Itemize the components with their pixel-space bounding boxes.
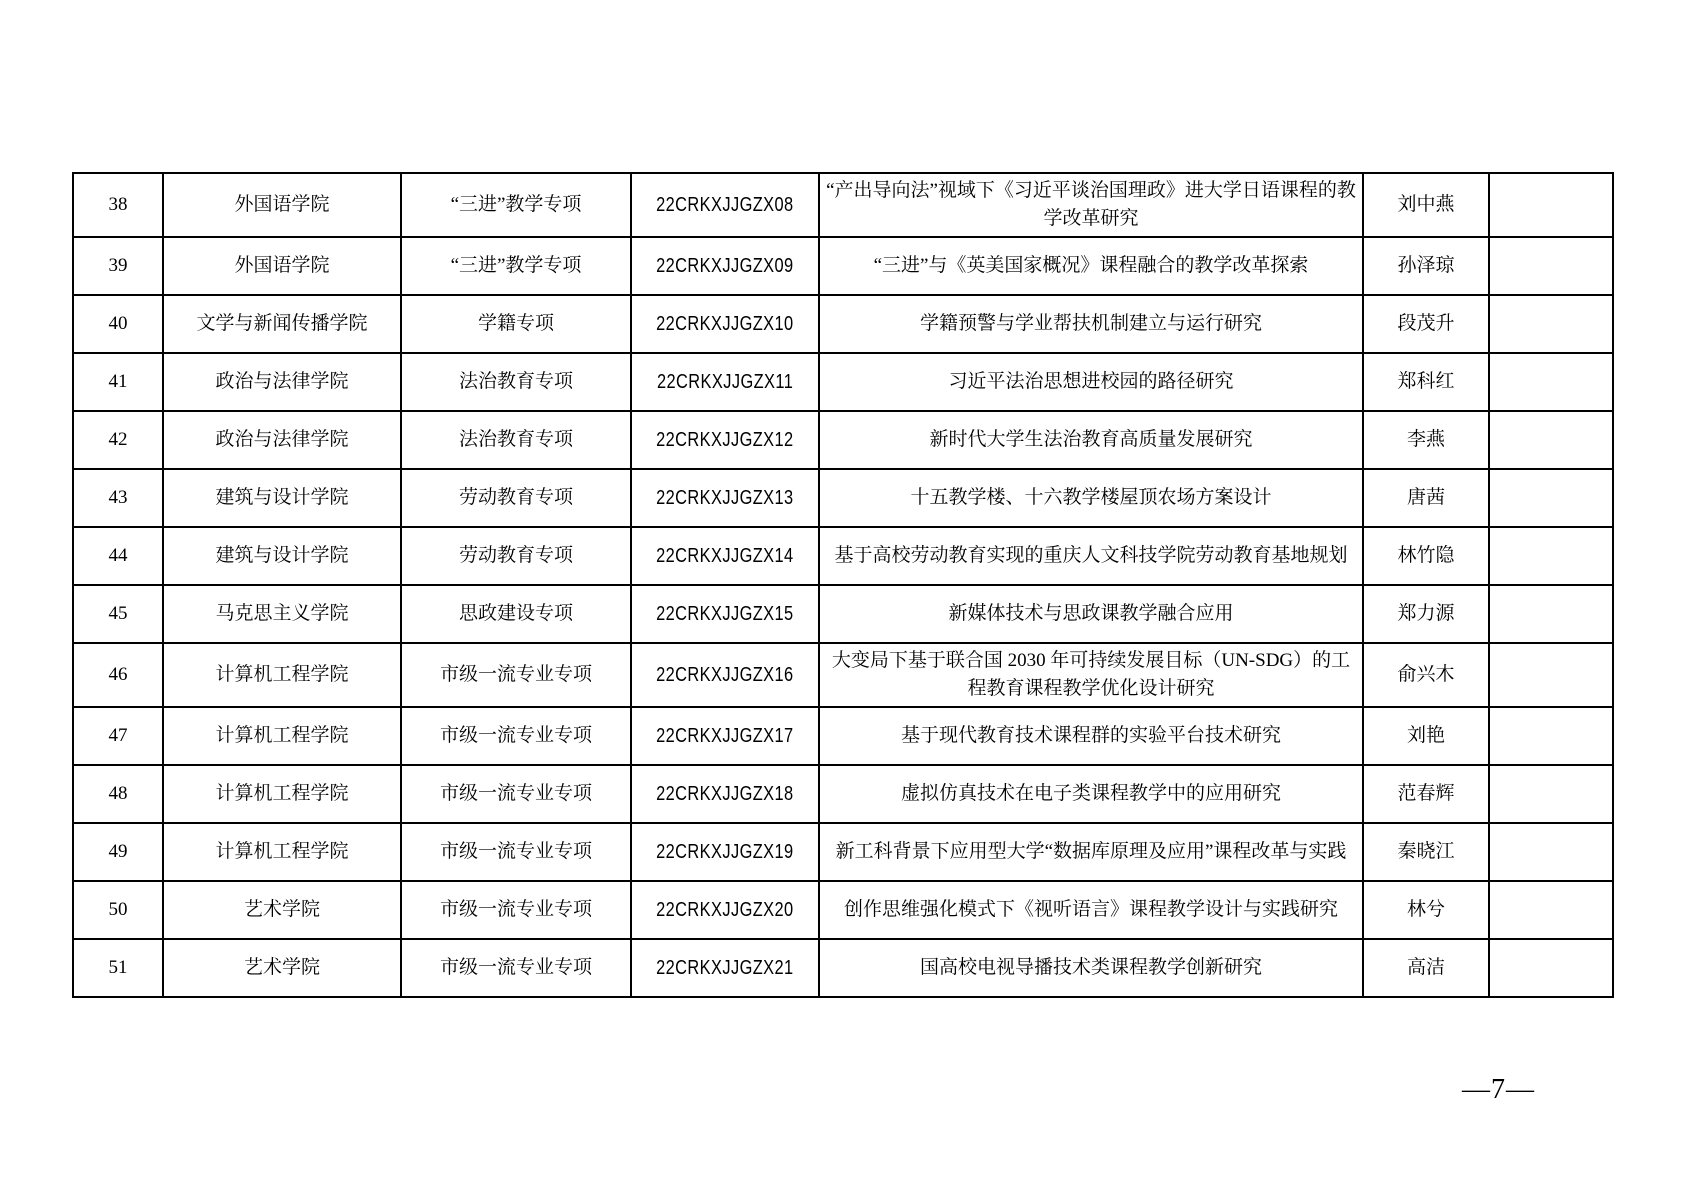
category-cell: 劳动教育专项	[401, 469, 631, 527]
code-cell	[631, 823, 819, 881]
table-row	[73, 881, 1613, 939]
project-code: 22CRKXJJGZX18	[656, 782, 794, 805]
category-cell: 劳动教育专项	[401, 527, 631, 585]
table-row	[73, 643, 1613, 707]
note-cell	[1489, 939, 1613, 997]
project-code: 22CRKXJJGZX08	[656, 193, 794, 216]
title-cell: 创作思维强化模式下《视听语言》课程教学设计与实践研究	[819, 881, 1363, 939]
code-cell	[631, 295, 819, 353]
row-number-cell: 49	[73, 823, 163, 881]
project-code: 22CRKXJJGZX09	[656, 254, 794, 277]
note-cell	[1489, 765, 1613, 823]
leader-cell: 范春辉	[1363, 765, 1489, 823]
page-number: —7—	[1462, 1074, 1535, 1105]
project-code: 22CRKXJJGZX11	[656, 370, 794, 393]
table-row	[73, 765, 1613, 823]
leader-cell: 唐茜	[1363, 469, 1489, 527]
title-cell: 新时代大学生法治教育高质量发展研究	[819, 411, 1363, 469]
project-code: 22CRKXJJGZX14	[656, 544, 794, 567]
title-cell: 虚拟仿真技术在电子类课程教学中的应用研究	[819, 765, 1363, 823]
note-cell	[1489, 353, 1613, 411]
project-code: 22CRKXJJGZX21	[656, 956, 794, 979]
note-cell	[1489, 411, 1613, 469]
note-cell	[1489, 295, 1613, 353]
code-cell	[631, 411, 819, 469]
row-number-cell: 43	[73, 469, 163, 527]
table-row	[73, 353, 1613, 411]
code-cell	[631, 881, 819, 939]
college-cell: 文学与新闻传播学院	[163, 295, 401, 353]
table-row	[73, 823, 1613, 881]
row-number-cell: 48	[73, 765, 163, 823]
project-code: 22CRKXJJGZX16	[656, 663, 794, 686]
code-cell	[631, 939, 819, 997]
leader-cell: 郑科红	[1363, 353, 1489, 411]
project-code: 22CRKXJJGZX13	[656, 486, 794, 509]
row-number-cell: 50	[73, 881, 163, 939]
row-number-cell: 51	[73, 939, 163, 997]
note-cell	[1489, 585, 1613, 643]
college-cell: 外国语学院	[163, 237, 401, 295]
category-cell: 市级一流专业专项	[401, 765, 631, 823]
row-number-cell: 44	[73, 527, 163, 585]
note-cell	[1489, 707, 1613, 765]
leader-cell: 郑力源	[1363, 585, 1489, 643]
title-cell: 大变局下基于联合国 2030 年可持续发展目标（UN-SDG）的工程教育课程教学优化设计研究	[819, 643, 1363, 707]
note-cell	[1489, 643, 1613, 707]
table-row	[73, 527, 1613, 585]
note-cell	[1489, 173, 1613, 237]
college-cell: 政治与法律学院	[163, 353, 401, 411]
project-code: 22CRKXJJGZX15	[656, 602, 794, 625]
college-cell: 政治与法律学院	[163, 411, 401, 469]
college-cell: 计算机工程学院	[163, 765, 401, 823]
note-cell	[1489, 823, 1613, 881]
note-cell	[1489, 469, 1613, 527]
college-cell: 计算机工程学院	[163, 707, 401, 765]
code-cell	[631, 765, 819, 823]
row-number-cell: 42	[73, 411, 163, 469]
title-cell: 学籍预警与学业帮扶机制建立与运行研究	[819, 295, 1363, 353]
college-cell: 建筑与设计学院	[163, 527, 401, 585]
title-cell: 基于高校劳动教育实现的重庆人文科技学院劳动教育基地规划	[819, 527, 1363, 585]
projects-table	[72, 172, 1614, 998]
title-cell: 基于现代教育技术课程群的实验平台技术研究	[819, 707, 1363, 765]
category-cell: 市级一流专业专项	[401, 707, 631, 765]
title-cell: 新媒体技术与思政课教学融合应用	[819, 585, 1363, 643]
category-cell: “三进”教学专项	[401, 237, 631, 295]
code-cell	[631, 469, 819, 527]
table-row	[73, 173, 1613, 237]
title-cell: 十五教学楼、十六教学楼屋顶农场方案设计	[819, 469, 1363, 527]
category-cell: 学籍专项	[401, 295, 631, 353]
row-number-cell: 39	[73, 237, 163, 295]
row-number-cell: 46	[73, 643, 163, 707]
code-cell	[631, 643, 819, 707]
table-row	[73, 939, 1613, 997]
category-cell: “三进”教学专项	[401, 173, 631, 237]
table-row	[73, 585, 1613, 643]
row-number-cell: 38	[73, 173, 163, 237]
row-number-cell: 40	[73, 295, 163, 353]
leader-cell: 林兮	[1363, 881, 1489, 939]
project-code: 22CRKXJJGZX10	[656, 312, 794, 335]
code-cell	[631, 353, 819, 411]
row-number-cell: 45	[73, 585, 163, 643]
leader-cell: 秦晓江	[1363, 823, 1489, 881]
college-cell: 马克思主义学院	[163, 585, 401, 643]
leader-cell: 刘中燕	[1363, 173, 1489, 237]
title-cell: “三进”与《英美国家概况》课程融合的教学改革探索	[819, 237, 1363, 295]
code-cell	[631, 585, 819, 643]
category-cell: 法治教育专项	[401, 353, 631, 411]
category-cell: 市级一流专业专项	[401, 939, 631, 997]
college-cell: 建筑与设计学院	[163, 469, 401, 527]
project-code: 22CRKXJJGZX19	[656, 840, 794, 863]
college-cell: 计算机工程学院	[163, 823, 401, 881]
row-number-cell: 47	[73, 707, 163, 765]
leader-cell: 林竹隐	[1363, 527, 1489, 585]
leader-cell: 李燕	[1363, 411, 1489, 469]
leader-cell: 孙泽琼	[1363, 237, 1489, 295]
code-cell	[631, 173, 819, 237]
code-cell	[631, 237, 819, 295]
note-cell	[1489, 527, 1613, 585]
row-number-cell: 41	[73, 353, 163, 411]
college-cell: 艺术学院	[163, 881, 401, 939]
project-code: 22CRKXJJGZX12	[656, 428, 794, 451]
note-cell	[1489, 881, 1613, 939]
category-cell: 法治教育专项	[401, 411, 631, 469]
project-code: 22CRKXJJGZX20	[656, 898, 794, 921]
table-row	[73, 411, 1613, 469]
title-cell: 国高校电视导播技术类课程教学创新研究	[819, 939, 1363, 997]
table-row	[73, 469, 1613, 527]
code-cell	[631, 707, 819, 765]
leader-cell: 段茂升	[1363, 295, 1489, 353]
category-cell: 市级一流专业专项	[401, 643, 631, 707]
category-cell: 市级一流专业专项	[401, 823, 631, 881]
title-cell: 新工科背景下应用型大学“数据库原理及应用”课程改革与实践	[819, 823, 1363, 881]
leader-cell: 刘艳	[1363, 707, 1489, 765]
category-cell: 市级一流专业专项	[401, 881, 631, 939]
title-cell: “产出导向法”视域下《习近平谈治国理政》进大学日语课程的教学改革研究	[819, 173, 1363, 237]
table-row	[73, 237, 1613, 295]
projects-table-body	[73, 173, 1613, 997]
college-cell: 艺术学院	[163, 939, 401, 997]
code-cell	[631, 527, 819, 585]
college-cell: 外国语学院	[163, 173, 401, 237]
table-row	[73, 707, 1613, 765]
category-cell: 思政建设专项	[401, 585, 631, 643]
title-cell: 习近平法治思想进校园的路径研究	[819, 353, 1363, 411]
project-code: 22CRKXJJGZX17	[656, 724, 794, 747]
note-cell	[1489, 237, 1613, 295]
table-row	[73, 295, 1613, 353]
leader-cell: 俞兴木	[1363, 643, 1489, 707]
college-cell: 计算机工程学院	[163, 643, 401, 707]
leader-cell: 高洁	[1363, 939, 1489, 997]
